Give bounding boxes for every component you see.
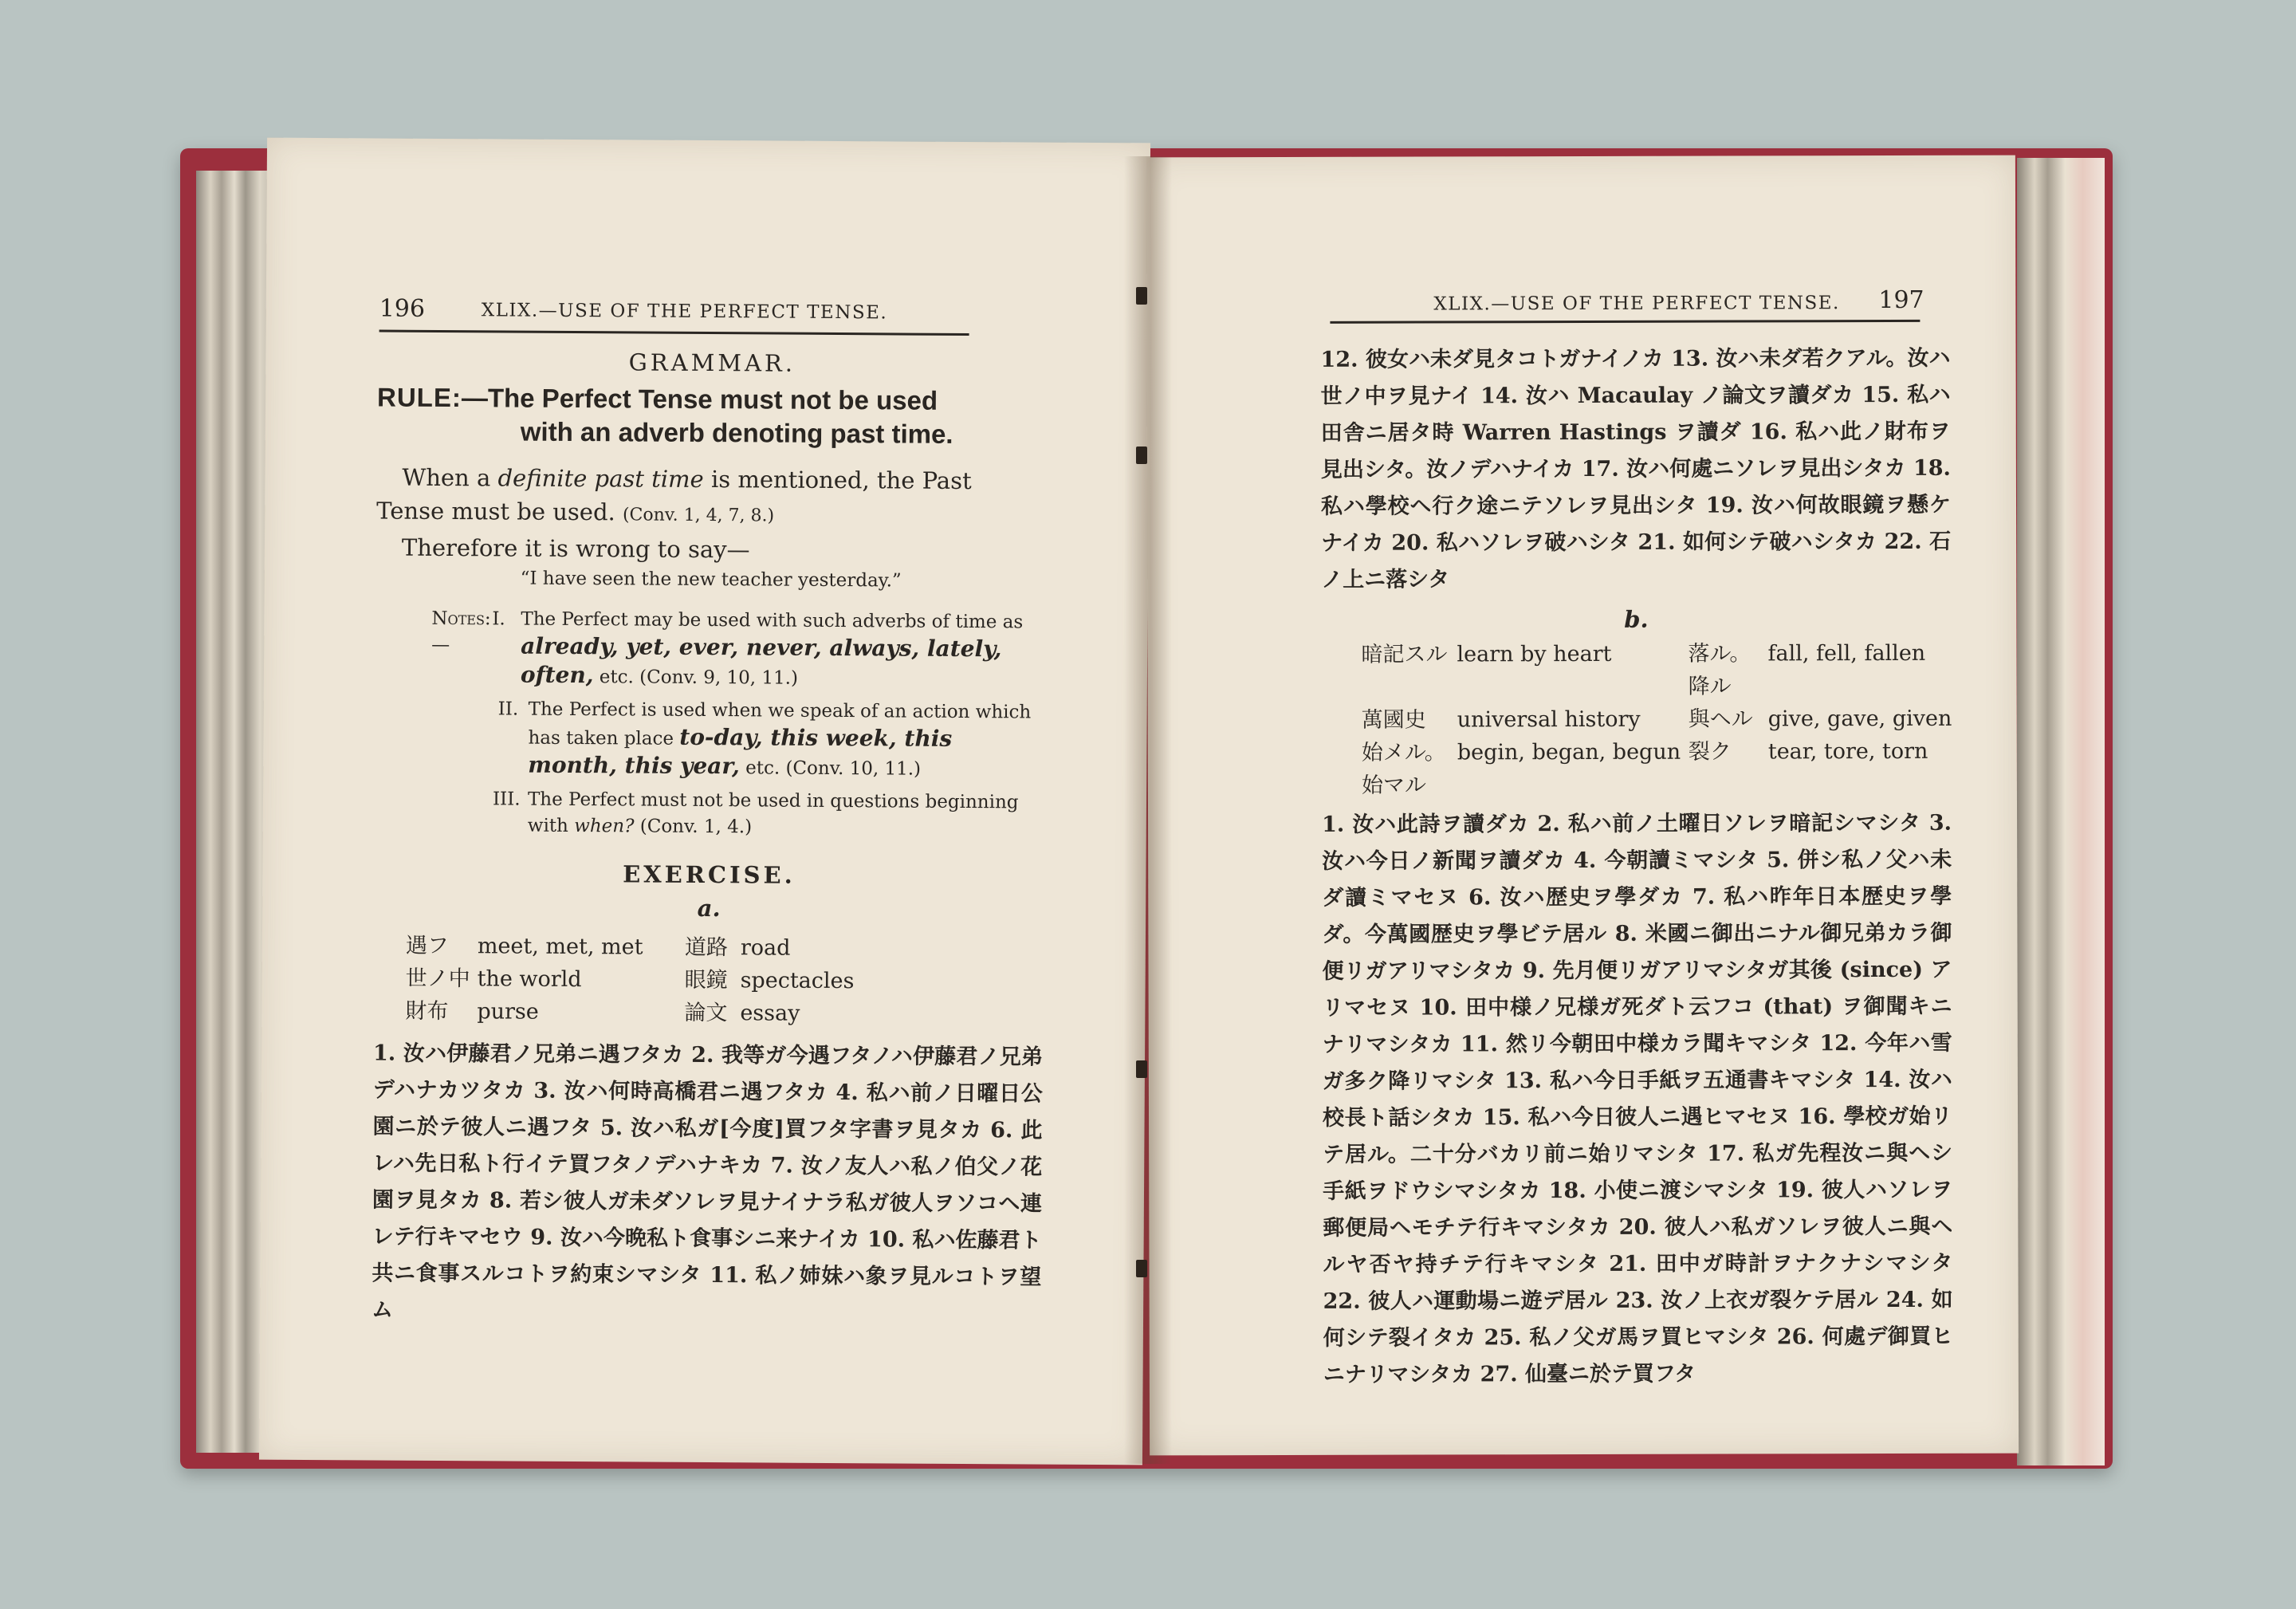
exercise-b-text: 1. 汝ハ此詩ヲ讀ダカ 2. 私ハ前ノ土曜日ソレヲ暗記シマシタ 3. 汝ハ今日ノ新聞ヲ讀ダカ 4. 今朝讀ミマシタ 5. 併シ私ノ父ハ未ダ讀ミマセヌ 6. 汝ハ歴史ヲ學ダカ 7. 私ハ昨年日本歴史ヲ學ダ。今萬國歴史ヲ學ビテ居ル 8. 米國ニ御出ニナル御兄弟カラ御便リガアリマシタカ 9. 先月便リガアリマシタガ其後 (since) アリマセヌ 10. 田中様ノ兄様ガ死ダト云フコ (that) ヲ御聞キニナリマシタカ 11. 然リ今朝田中様カラ聞キマシタ 12. 今年ハ雪ガ多ク降リマシタ 13. 私ハ今日手紙ヲ五通書キマシタ 14. 汝ハ校長ト話シタカ 15. 私ハ今日彼人ニ遇ヒマセヌ 16. 學校ガ始リテ居ル。二十分バカリ前ニ始リマシタ 17. 私ガ先程汝ニ與ヘシ手紙ヲドウシマシタカ 18. 小使ニ渡シマシタ 19. 彼人ハソレヲ郵便局ヘモチテ行キマシタカ 20. 彼人ハ私ガソレヲ彼人ニ與ヘルヤ否ヤ持チテ行キマシタ 21. 田中ガ時計ヲナクナシマシタ 22. 彼人ハ運動場ニ遊デ居ル 23. 汝ノ上衣ガ裂ケテ居ル 24. 如何シテ裂イタカ 25. 私ノ父ガ馬ヲ買ヒマシタ 26. 何處デ御買ヒニナリマシタカ 27. 仙臺ニ於テ買フタ (1322, 810, 1953, 1387)
vocab-jp: 眼鏡 (684, 967, 728, 993)
note-3-reference: (Conv. 1, 4.) (634, 816, 753, 838)
vocab-jp: 世ノ中 (405, 966, 470, 992)
note-2-emphasis: to-day, this week, this month, this year, (528, 723, 953, 780)
left-page (259, 138, 1150, 1465)
vocab-jp: 暗記スル (1361, 642, 1448, 667)
para1-text-d: Tense must be used. (376, 497, 615, 526)
notes-label: Notes:— (431, 608, 491, 656)
rule-line-2: with an adverb denoting past time. (520, 416, 953, 449)
page-number: 196 (379, 294, 426, 323)
note-1-text: The Perfect may be used with such adverbs of time as (521, 608, 1024, 633)
vocab-en: begin, began, begun (1457, 739, 1681, 765)
note-3-body (528, 787, 1044, 843)
binding-stitch (1136, 1060, 1147, 1078)
page-edges-right (2017, 158, 2105, 1465)
note-1-number: I. (492, 608, 505, 630)
note-2 (375, 695, 1045, 783)
vocab-en: universal history (1457, 706, 1641, 733)
paragraph-2: Therefore it is wrong to say— (401, 533, 750, 564)
note-2-text: The Perfect is used when we speak of an action which has taken place (528, 698, 1032, 749)
vocab-en: give, gave, given (1767, 706, 1952, 732)
section-a-label: a. (697, 894, 721, 923)
vocab-en: learn by heart (1457, 641, 1612, 667)
vocab-list-a (373, 929, 1044, 1031)
vocab-jp: 道路 (684, 934, 728, 961)
page-number: 197 (1878, 285, 1924, 315)
vocab-jp: 遇フ (405, 933, 449, 959)
right-content (1320, 340, 1952, 1394)
vocab-en: purse (477, 999, 539, 1025)
vocab-en: tear, tore, torn (1767, 738, 1928, 765)
vocab-en: fall, fell, fallen (1767, 640, 1926, 667)
notes-block (375, 605, 1046, 842)
rule-label: RULE: (376, 382, 462, 413)
note-3-when: when? (574, 816, 635, 837)
note-2-body (528, 697, 1045, 784)
vocab-list-b (1321, 637, 1952, 802)
para1-reference: (Conv. 1, 4, 7, 8.) (622, 505, 775, 526)
exercise-a-text: 1. 汝ハ伊藤君ノ兄弟ニ遇フタカ 2. 我等ガ今遇フタノハ伊藤君ノ兄弟デハナカツタカ 3. 汝ハ何時高橋君ニ遇フタカ 4. 私ハ前ノ日曜日公園ニ於テ彼人ニ遇フタ 5. 汝ハ私ガ[今度]買フタ字書ヲ見タカ 6. 此レハ先日私ト行イテ買フタノデハナキカ 7. 汝ノ友人ハ私ノ伯父ノ花園ヲ見タカ 8. 若シ彼人ガ未ダソレヲ見ナイナラ私ガ彼人ヲソコヘ連レテ行キマセウ 9. 汝ハ今晩私ト食事シニ来ナイカ 10. 私ハ佐藤君ト共ニ食事スルコトヲ約束シマシタ 11. 私ノ姉妹ハ象ヲ見ルコトヲ望ム (372, 1041, 1044, 1323)
vocab-en: spectacles (740, 968, 855, 994)
note-1 (375, 605, 1046, 693)
vocab-en: the world (477, 966, 582, 993)
note-1-adverbs: already, yet, ever, never, always, lately, often, (520, 632, 1002, 689)
note-1-reference: etc. (Conv. 9, 10, 11.) (593, 667, 799, 689)
note-3-number: III. (492, 789, 521, 810)
header-rule (1330, 320, 1920, 324)
vocab-jp: 財布 (405, 998, 449, 1025)
note-3 (375, 785, 1044, 842)
exercise-heading: EXERCISE. (623, 860, 796, 889)
note-1-body (521, 607, 1046, 694)
para1-emphasis: definite past time (497, 464, 704, 493)
book-gutter (1124, 156, 1172, 1464)
vocab-en: meet, met, met (477, 934, 643, 960)
vocab-jp: 萬國史 (1361, 707, 1426, 733)
vocab-jp: 始メル。始マル (1361, 740, 1446, 798)
grammar-heading: GRAMMAR. (628, 348, 796, 377)
header-rule (379, 329, 969, 336)
exercise-a-continued: 12. 彼女ハ未ダ見タコトガナイノカ 13. 汝ハ未ダ若クアル。汝ハ世ノ中ヲ見ナイ 14. 汝ハ Macaulay ノ論文ヲ讀ダカ 15. 私ハ田舎ニ居タ時 Warren Hastings ヲ讀ダ 16. 私ハ此ノ財布ヲ見出シタ。汝ノデハナイカ 17. 汝ハ何處ニソレヲ見出シタカ 18. 私ハ學校ヘ行ク途ニテソレヲ見出シタ 19. 汝ハ何故眼鏡ヲ懸ケナイカ 20. 私ハソレヲ破ハシタ 21. 如何シテ破ハシタカ 22. 石ノ上ニ落シタ (1320, 345, 1952, 592)
vocab-jp: 論文 (684, 1000, 728, 1026)
rule-line-1: —The Perfect Tense must not be used (461, 383, 938, 415)
note-2-reference: etc. (Conv. 10, 11.) (739, 757, 922, 780)
running-head: XLIX.—USE OF THE PERFECT TENSE. (481, 300, 888, 324)
rule-statement (377, 380, 1047, 451)
left-content (372, 347, 1048, 1332)
vocab-jp: 落ル。降ル (1688, 641, 1751, 699)
para1-text-c: is mentioned, the Past (703, 465, 972, 495)
running-head: XLIX.—USE OF THE PERFECT TENSE. (1433, 293, 1840, 315)
note-3-text: The Perfect must not be used in questions beginning with (527, 789, 1019, 836)
paragraph-1 (376, 460, 1047, 534)
note-2-number: II. (497, 698, 519, 720)
binding-stitch (1136, 287, 1147, 305)
binding-stitch (1136, 1260, 1147, 1277)
vocab-en: road (740, 935, 791, 961)
para1-text-a: When a (402, 463, 498, 492)
right-page (1146, 155, 2019, 1456)
vocab-en: essay (740, 1001, 800, 1026)
binding-stitch (1136, 447, 1147, 464)
vocab-jp: 與ヘル (1688, 706, 1753, 732)
example-quote: “I have seen the new teacher yesterday.” (520, 568, 902, 592)
vocab-jp: 裂ク (1688, 739, 1732, 765)
section-b-label: b. (1624, 605, 1649, 633)
